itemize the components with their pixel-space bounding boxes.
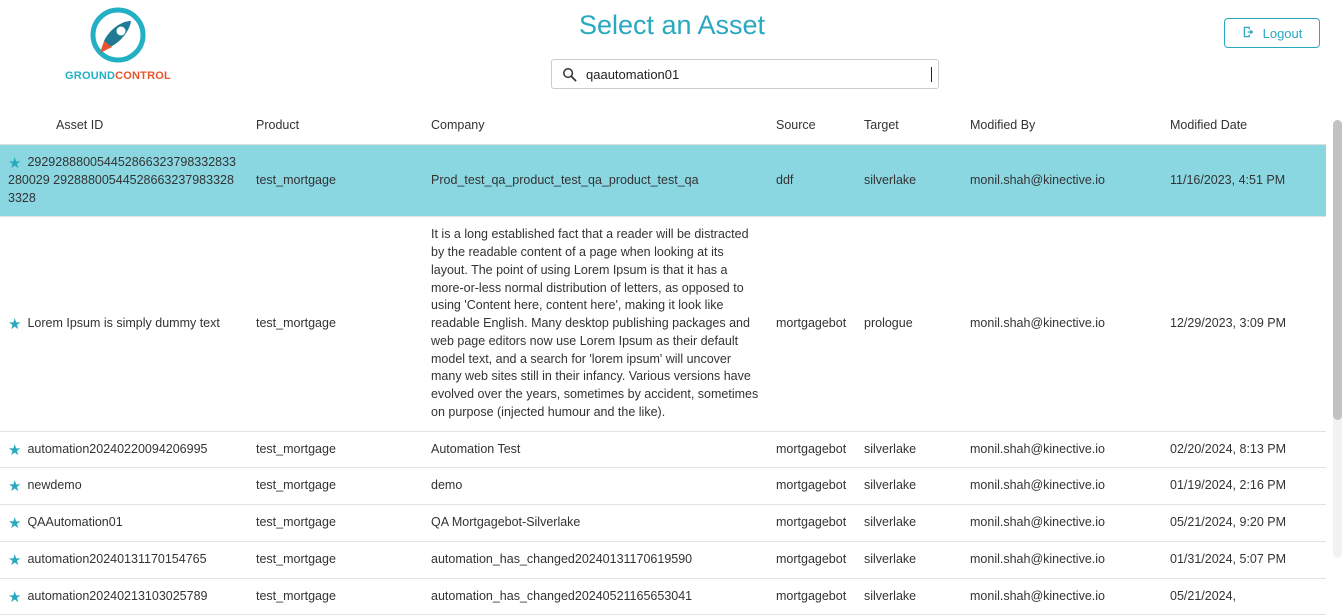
favorite-star-icon[interactable]: ★: [8, 551, 22, 569]
cell-modified-by: monil.shah@kinective.io: [962, 145, 1162, 217]
cell-company: Automation Test: [423, 431, 768, 468]
cell-modified-date: 01/31/2024, 5:07 PM: [1162, 541, 1326, 578]
table-row[interactable]: [0, 541, 1326, 578]
favorite-star-icon[interactable]: ★: [8, 588, 22, 606]
asset-id-text: automation20240213103025789: [27, 588, 208, 603]
cell-modified-date: 05/21/2024, 9:20 PM: [1162, 505, 1326, 542]
asset-id-text: 292928880054452866323798332833280029 292888005445286632379833283328: [8, 155, 237, 205]
table-row[interactable]: [0, 431, 1326, 468]
cell-source: mortgagebot: [768, 468, 856, 505]
cell-modified-date: 12/29/2023, 3:09 PM: [1162, 217, 1326, 431]
cell-modified-by: monil.shah@kinective.io: [962, 578, 1162, 615]
asset-id-text: newdemo: [27, 478, 82, 493]
brand-name-part2: CONTROL: [115, 70, 171, 82]
column-header-source[interactable]: Source: [768, 108, 856, 145]
asset-id-text: automation20240131170154765: [27, 551, 207, 566]
column-header-company[interactable]: Company: [423, 108, 768, 145]
cell-modified-by: monil.shah@kinective.io: [962, 217, 1162, 431]
favorite-star-icon[interactable]: ★: [8, 155, 22, 172]
table-header: [0, 108, 1326, 145]
table-header-row: [0, 108, 1326, 145]
cell-product: test_mortgage: [248, 505, 423, 542]
cell-asset-id: [0, 145, 248, 217]
cell-target: silverlake: [856, 578, 962, 615]
favorite-star-icon[interactable]: ★: [8, 316, 22, 333]
cell-source: mortgagebot: [768, 505, 856, 542]
cell-modified-by: monil.shah@kinective.io: [962, 505, 1162, 542]
scrollbar-thumb[interactable]: [1333, 120, 1342, 420]
cell-modified-by: monil.shah@kinective.io: [962, 468, 1162, 505]
cell-product: test_mortgage: [248, 145, 423, 217]
table-row[interactable]: [0, 145, 1326, 217]
search-box[interactable]: [551, 59, 939, 89]
column-header-asset-id[interactable]: Asset ID: [0, 108, 248, 145]
cell-modified-date: 11/16/2023, 4:51 PM: [1162, 145, 1326, 217]
cell-product: test_mortgage: [248, 431, 423, 468]
cell-source: mortgagebot: [768, 217, 856, 431]
asset-id-text: QAAutomation01: [27, 515, 123, 529]
cell-asset-id: [0, 468, 248, 505]
cell-asset-id: [0, 578, 248, 615]
logout-button[interactable]: [1224, 18, 1320, 48]
cell-source: ddf: [768, 145, 856, 217]
assets-table-container[interactable]: [0, 108, 1344, 606]
page-title: Select an Asset: [578, 10, 766, 40]
table-row[interactable]: [0, 578, 1326, 615]
cell-source: mortgagebot: [768, 431, 856, 468]
cell-modified-date: 05/21/2024,: [1162, 578, 1326, 615]
favorite-star-icon[interactable]: ★: [8, 478, 22, 496]
text-cursor: [931, 67, 932, 82]
cell-asset-id: [0, 505, 248, 542]
logout-label: Logout: [1262, 25, 1303, 41]
page-header: [0, 0, 1344, 108]
cell-asset-id: [0, 217, 248, 431]
search-input[interactable]: [586, 61, 931, 87]
table-body: [0, 145, 1326, 615]
cell-asset-id: [0, 431, 248, 468]
cell-modified-date: 01/19/2024, 2:16 PM: [1162, 468, 1326, 505]
cell-company: demo: [423, 468, 768, 505]
column-header-target[interactable]: Target: [856, 108, 962, 145]
cell-target: silverlake: [856, 431, 962, 468]
brand-name-part1: GROUND: [65, 70, 116, 82]
cell-asset-id: [0, 541, 248, 578]
cell-product: test_mortgage: [248, 217, 423, 431]
table-row[interactable]: [0, 217, 1326, 431]
cell-company: Prod_test_qa_product_test_qa_product_test_qa: [423, 145, 768, 217]
search-icon: [552, 67, 586, 82]
column-header-product[interactable]: Product: [248, 108, 423, 145]
cell-product: test_mortgage: [248, 578, 423, 615]
brand-name: [48, 70, 188, 82]
cell-target: silverlake: [856, 145, 962, 217]
vertical-scrollbar[interactable]: [1333, 120, 1342, 558]
favorite-star-icon[interactable]: ★: [8, 515, 22, 532]
asset-id-text: automation20240220094206995: [27, 441, 208, 456]
cell-company: automation_has_changed20240131170619590: [423, 541, 768, 578]
cell-product: test_mortgage: [248, 468, 423, 505]
cell-source: mortgagebot: [768, 578, 856, 615]
cell-target: silverlake: [856, 505, 962, 542]
cell-target: silverlake: [856, 468, 962, 505]
cell-company: automation_has_changed20240521165653041: [423, 578, 768, 615]
logout-icon: [1242, 25, 1256, 42]
cell-modified-by: monil.shah@kinective.io: [962, 541, 1162, 578]
column-header-modified-by[interactable]: Modified By: [962, 108, 1162, 145]
table-row[interactable]: [0, 505, 1326, 542]
table-row[interactable]: [0, 468, 1326, 505]
cell-modified-by: monil.shah@kinective.io: [962, 431, 1162, 468]
cell-company: QA Mortgagebot-Silverlake: [423, 505, 768, 542]
cell-company: It is a long established fact that a reader will be distracted by the readable content of a page when looking at its layout. The point of using Lorem Ipsum is that it has a more-or-less normal distribution of letters, as opposed to using 'Content here, content here', making it look like readable English. Many desktop publishing packages and web page editors now use Lorem Ipsum as their default model text, and a search for 'lorem ipsum' will uncover many web sites still in their infancy. Various versions have evolved over the years, sometimes by accident, sometimes on purpose (injected humour and the like).: [423, 217, 768, 431]
asset-id-text: Lorem Ipsum is simply dummy text: [27, 316, 220, 330]
column-header-modified-date[interactable]: Modified Date: [1162, 108, 1326, 145]
cell-source: mortgagebot: [768, 541, 856, 578]
cell-modified-date: 02/20/2024, 8:13 PM: [1162, 431, 1326, 468]
assets-table: [0, 108, 1326, 615]
cell-target: silverlake: [856, 541, 962, 578]
cell-product: test_mortgage: [248, 541, 423, 578]
cell-target: prologue: [856, 217, 962, 431]
favorite-star-icon[interactable]: ★: [8, 441, 22, 459]
